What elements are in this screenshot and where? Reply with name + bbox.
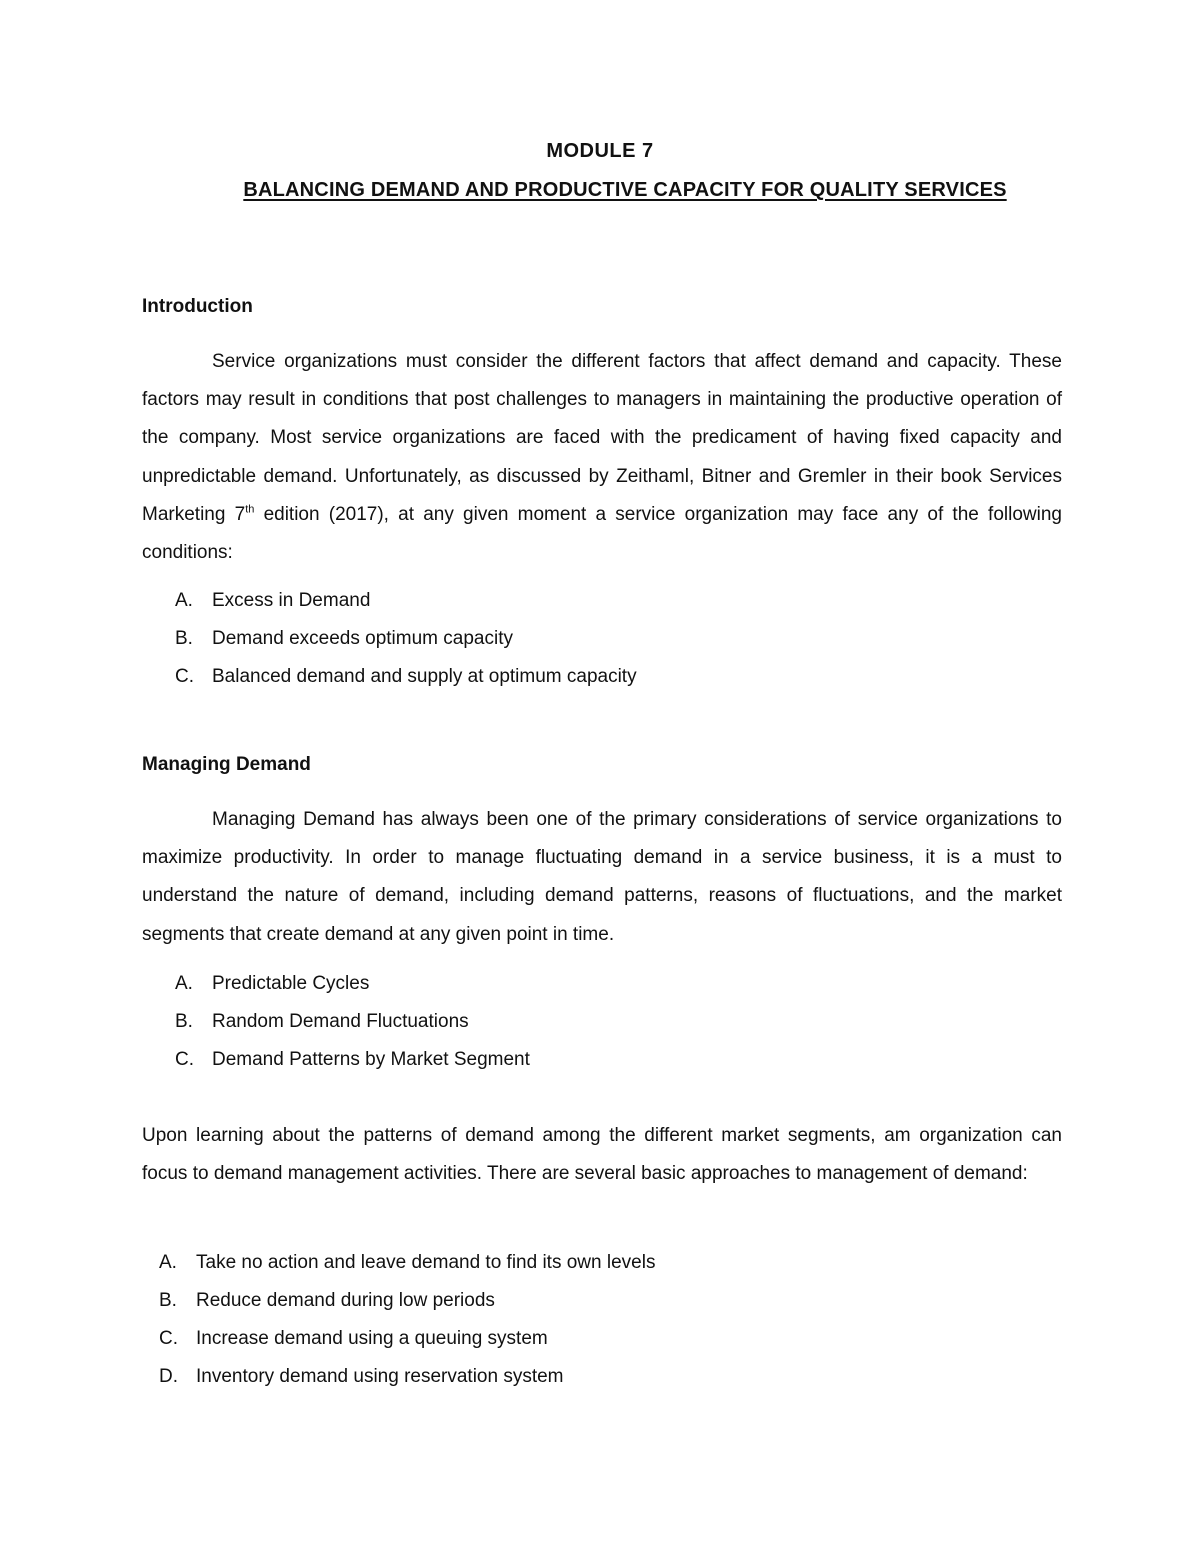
list-item-text: Reduce demand during low periods [196,1290,495,1311]
list-item-text: Demand exceeds optimum capacity [212,628,513,649]
list-item-text: Increase demand using a queuing system [196,1328,548,1349]
list-item-text: Demand Patterns by Market Segment [212,1049,530,1070]
list-item-letter: C. [175,666,194,687]
introduction-paragraph [142,343,1062,572]
introduction-heading: Introduction [142,296,253,317]
page-title: BALANCING DEMAND AND PRODUCTIVE CAPACITY FOR QUALITY SERVICES [243,179,1007,201]
edition-superscript: th [245,503,255,516]
approaches-paragraph: Upon learning about the patterns of demand among the different market segments, am organization can focus to demand management activities. There are several basic approaches to management of demand: [142,1125,1062,1185]
list-item-text: Take no action and leave demand to find its own levels [196,1252,656,1273]
list-item-text: Inventory demand using reservation system [196,1366,564,1387]
module-label: MODULE 7 [546,140,654,162]
list-item-letter: B. [175,1011,193,1032]
list-item-text: Predictable Cycles [212,973,370,994]
list-item-letter: C. [159,1328,178,1349]
list-item-letter: B. [175,628,193,649]
list-item-letter: C. [175,1049,194,1070]
list-item-text: Balanced demand and supply at optimum capacity [212,666,637,687]
list-item-letter: A. [175,590,193,611]
introduction-paragraph-end: edition (2017), at any given moment a service organization may face any of the following conditions: [142,503,1062,564]
list-item-letter: A. [159,1252,177,1273]
list-item-text: Random Demand Fluctuations [212,1011,469,1032]
introduction-paragraph-start: Service organizations must consider the different factors that affect demand and capacity. These factors may result in conditions that post challenges to managers in maintaining the productive operation of the company. Most service organizations are faced with the predicament of having fixed capacity and unpredictable demand. Unfortunately, as discussed by Zeithaml, Bitner and Gremler in their book Services Marketing 7 [142,351,1062,525]
list-item-letter: D. [159,1366,178,1387]
list-item-letter: B. [159,1290,177,1311]
managing-demand-paragraph: Managing Demand has always been one of the primary considerations of service organizations to maximize productivity. In order to manage fluctuating demand in a service business, it is a must to understand the nature of demand, including demand patterns, reasons of fluctuations, and the market segments that create demand at any given point in time. [142,809,1062,945]
list-item-text: Excess in Demand [212,590,371,611]
managing-demand-heading: Managing Demand [142,754,311,775]
list-item-letter: A. [175,973,193,994]
